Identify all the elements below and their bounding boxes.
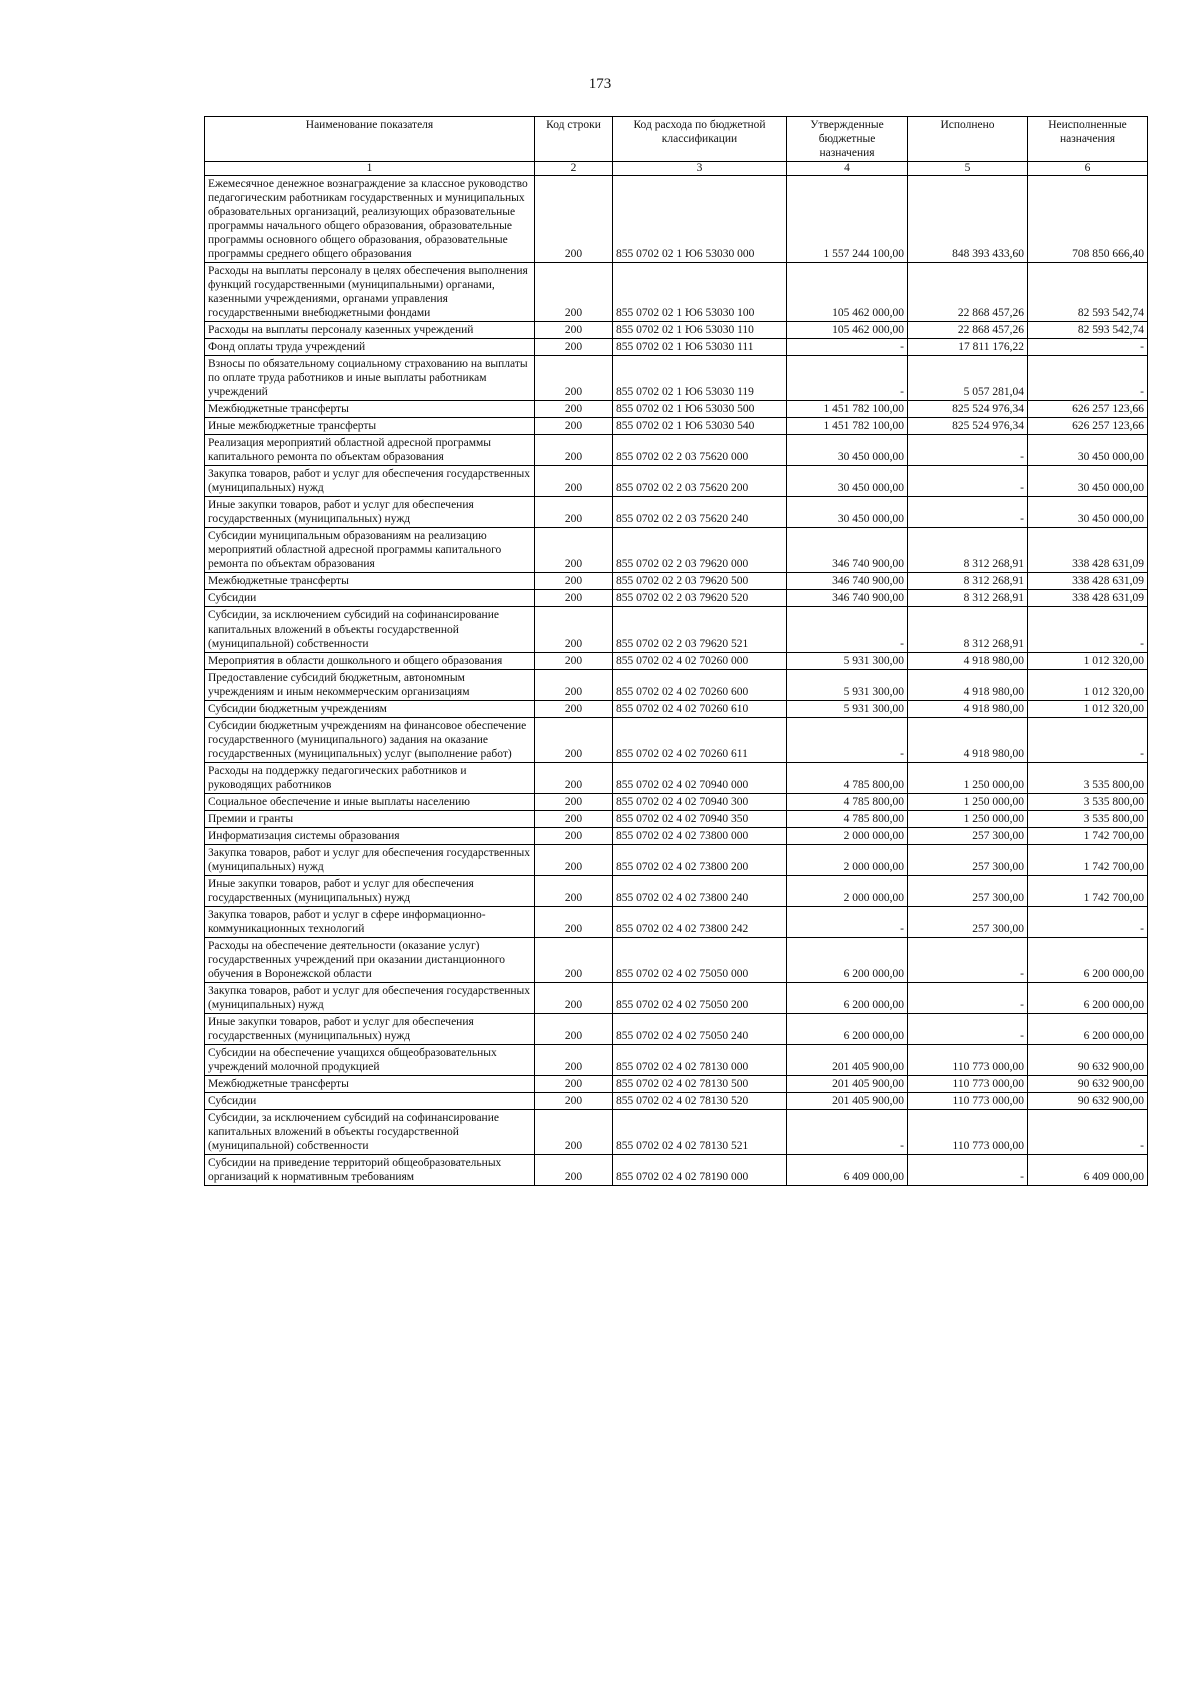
- line-code-cell: 200: [535, 844, 613, 875]
- executed-amount-cell: 825 524 976,34: [908, 418, 1028, 435]
- approved-amount-cell: 2 000 000,00: [787, 844, 908, 875]
- executed-amount-cell: 4 918 980,00: [908, 700, 1028, 717]
- table-header: [205, 117, 1148, 176]
- executed-amount-cell: 4 918 980,00: [908, 652, 1028, 669]
- unexecuted-amount-cell: 338 428 631,09: [1028, 528, 1148, 573]
- executed-amount-cell: 5 057 281,04: [908, 356, 1028, 401]
- indicator-name-cell: Субсидии на обеспечение учащихся общеобразовательных учреждений молочной продукцией: [205, 1044, 535, 1075]
- expense-code-cell: 855 0702 02 2 03 75620 200: [613, 466, 787, 497]
- executed-amount-cell: -: [908, 497, 1028, 528]
- expense-code-cell: 855 0702 02 1 Ю6 53030 540: [613, 418, 787, 435]
- table-row: [205, 607, 1148, 652]
- line-code-cell: 200: [535, 827, 613, 844]
- column-number: 5: [908, 162, 1028, 176]
- expense-code-cell: 855 0702 02 4 02 70260 600: [613, 669, 787, 700]
- indicator-name-cell: Субсидии: [205, 590, 535, 607]
- indicator-name-cell: Субсидии, за исключением субсидий на софинансирование капитальных вложений в объекты государственной (муниципальной) собственности: [205, 607, 535, 652]
- expense-code-cell: 855 0702 02 2 03 75620 000: [613, 435, 787, 466]
- approved-amount-cell: 5 931 300,00: [787, 669, 908, 700]
- approved-amount-cell: 1 451 782 100,00: [787, 401, 908, 418]
- indicator-name-cell: Субсидии бюджетным учреждениям: [205, 700, 535, 717]
- unexecuted-amount-cell: 3 535 800,00: [1028, 810, 1148, 827]
- header-row: [205, 117, 1148, 162]
- indicator-name-cell: Ежемесячное денежное вознаграждение за классное руководство педагогическим работникам государственных и муниципальных образовательных организаций, реализующих образовательные программы начального общего образования, образовательные программы основного общего образования, образовательные программы среднего общего образования: [205, 176, 535, 263]
- approved-amount-cell: 6 200 000,00: [787, 937, 908, 982]
- line-code-cell: 200: [535, 590, 613, 607]
- indicator-name-cell: Расходы на выплаты персоналу казенных учреждений: [205, 322, 535, 339]
- table-row: [205, 339, 1148, 356]
- expense-code-cell: 855 0702 02 4 02 78190 000: [613, 1155, 787, 1186]
- executed-amount-cell: 110 773 000,00: [908, 1109, 1028, 1154]
- unexecuted-amount-cell: 1 012 320,00: [1028, 669, 1148, 700]
- line-code-cell: 200: [535, 810, 613, 827]
- expense-code-cell: 855 0702 02 2 03 79620 500: [613, 573, 787, 590]
- indicator-name-cell: Субсидии бюджетным учреждениям на финансовое обеспечение государственного (муниципального) задания на оказание государственных (муниципальных) услуг (выполнение работ): [205, 717, 535, 762]
- table-row: [205, 1092, 1148, 1109]
- indicator-name-cell: Информатизация системы образования: [205, 827, 535, 844]
- unexecuted-amount-cell: 3 535 800,00: [1028, 793, 1148, 810]
- indicator-name-cell: Иные закупки товаров, работ и услуг для обеспечения государственных (муниципальных) нужд: [205, 1013, 535, 1044]
- approved-amount-cell: 5 931 300,00: [787, 700, 908, 717]
- indicator-name-cell: Расходы на поддержку педагогических работников и руководящих работников: [205, 762, 535, 793]
- unexecuted-amount-cell: 338 428 631,09: [1028, 590, 1148, 607]
- approved-amount-cell: 105 462 000,00: [787, 263, 908, 322]
- expense-code-cell: 855 0702 02 4 02 70940 000: [613, 762, 787, 793]
- unexecuted-amount-cell: 90 632 900,00: [1028, 1092, 1148, 1109]
- table-row: [205, 263, 1148, 322]
- executed-amount-cell: 257 300,00: [908, 827, 1028, 844]
- executed-amount-cell: 1 250 000,00: [908, 762, 1028, 793]
- header-unexecuted: Неисполненные назначения: [1028, 117, 1148, 162]
- line-code-cell: 200: [535, 497, 613, 528]
- table-row: [205, 418, 1148, 435]
- line-code-cell: 200: [535, 418, 613, 435]
- table-row: [205, 435, 1148, 466]
- indicator-name-cell: Взносы по обязательному социальному страхованию на выплаты по оплате труда работников и иные выплаты работникам учреждений: [205, 356, 535, 401]
- executed-amount-cell: -: [908, 435, 1028, 466]
- expense-code-cell: 855 0702 02 1 Ю6 53030 110: [613, 322, 787, 339]
- column-number: 6: [1028, 162, 1148, 176]
- indicator-name-cell: Межбюджетные трансферты: [205, 573, 535, 590]
- approved-amount-cell: 6 200 000,00: [787, 1013, 908, 1044]
- unexecuted-amount-cell: -: [1028, 356, 1148, 401]
- unexecuted-amount-cell: -: [1028, 607, 1148, 652]
- header-line-code: Код строки: [535, 117, 613, 162]
- table-row: [205, 466, 1148, 497]
- approved-amount-cell: 1 451 782 100,00: [787, 418, 908, 435]
- unexecuted-amount-cell: 1 012 320,00: [1028, 652, 1148, 669]
- table-row: [205, 717, 1148, 762]
- unexecuted-amount-cell: 708 850 666,40: [1028, 176, 1148, 263]
- line-code-cell: 200: [535, 356, 613, 401]
- expense-code-cell: 855 0702 02 4 02 73800 242: [613, 906, 787, 937]
- expense-code-cell: 855 0702 02 1 Ю6 53030 119: [613, 356, 787, 401]
- approved-amount-cell: 30 450 000,00: [787, 497, 908, 528]
- unexecuted-amount-cell: -: [1028, 717, 1148, 762]
- indicator-name-cell: Мероприятия в области дошкольного и общего образования: [205, 652, 535, 669]
- executed-amount-cell: 22 868 457,26: [908, 263, 1028, 322]
- indicator-name-cell: Расходы на обеспечение деятельности (оказание услуг) государственных учреждений при оказании дистанционного обучения в Воронежской области: [205, 937, 535, 982]
- executed-amount-cell: 257 300,00: [908, 906, 1028, 937]
- indicator-name-cell: Межбюджетные трансферты: [205, 1075, 535, 1092]
- line-code-cell: 200: [535, 906, 613, 937]
- table-row: [205, 528, 1148, 573]
- approved-amount-cell: -: [787, 906, 908, 937]
- approved-amount-cell: 4 785 800,00: [787, 762, 908, 793]
- indicator-name-cell: Субсидии на приведение территорий общеобразовательных организаций к нормативным требованиям: [205, 1155, 535, 1186]
- expense-code-cell: 855 0702 02 4 02 73800 240: [613, 875, 787, 906]
- line-code-cell: 200: [535, 762, 613, 793]
- approved-amount-cell: 346 740 900,00: [787, 573, 908, 590]
- executed-amount-cell: 1 250 000,00: [908, 793, 1028, 810]
- approved-amount-cell: 30 450 000,00: [787, 466, 908, 497]
- line-code-cell: 200: [535, 937, 613, 982]
- column-number: 3: [613, 162, 787, 176]
- expense-code-cell: 855 0702 02 4 02 73800 000: [613, 827, 787, 844]
- expense-code-cell: 855 0702 02 1 Ю6 53030 000: [613, 176, 787, 263]
- expense-code-cell: 855 0702 02 4 02 75050 200: [613, 982, 787, 1013]
- indicator-name-cell: Закупка товаров, работ и услуг для обеспечения государственных (муниципальных) нужд: [205, 466, 535, 497]
- approved-amount-cell: 201 405 900,00: [787, 1044, 908, 1075]
- unexecuted-amount-cell: 82 593 542,74: [1028, 263, 1148, 322]
- approved-amount-cell: 6 409 000,00: [787, 1155, 908, 1186]
- executed-amount-cell: -: [908, 1013, 1028, 1044]
- approved-amount-cell: -: [787, 1109, 908, 1154]
- table-row: [205, 669, 1148, 700]
- table-row: [205, 1075, 1148, 1092]
- header-approved: Утвержденные бюджетные назначения: [787, 117, 908, 162]
- line-code-cell: 200: [535, 700, 613, 717]
- approved-amount-cell: 201 405 900,00: [787, 1075, 908, 1092]
- indicator-name-cell: Закупка товаров, работ и услуг для обеспечения государственных (муниципальных) нужд: [205, 844, 535, 875]
- approved-amount-cell: -: [787, 607, 908, 652]
- indicator-name-cell: Расходы на выплаты персоналу в целях обеспечения выполнения функций государственными (муниципальными) органами, казенными учреждениями, органами управления государственными внебюджетными фондами: [205, 263, 535, 322]
- column-number-row: [205, 162, 1148, 176]
- unexecuted-amount-cell: 6 200 000,00: [1028, 1013, 1148, 1044]
- executed-amount-cell: 257 300,00: [908, 844, 1028, 875]
- executed-amount-cell: 4 918 980,00: [908, 669, 1028, 700]
- line-code-cell: 200: [535, 263, 613, 322]
- approved-amount-cell: 1 557 244 100,00: [787, 176, 908, 263]
- expense-code-cell: 855 0702 02 4 02 78130 500: [613, 1075, 787, 1092]
- indicator-name-cell: Предоставление субсидий бюджетным, автономным учреждениям и иным некоммерческим организациям: [205, 669, 535, 700]
- line-code-cell: 200: [535, 1075, 613, 1092]
- unexecuted-amount-cell: 82 593 542,74: [1028, 322, 1148, 339]
- expense-code-cell: 855 0702 02 4 02 70940 300: [613, 793, 787, 810]
- executed-amount-cell: 8 312 268,91: [908, 607, 1028, 652]
- table-row: [205, 793, 1148, 810]
- executed-amount-cell: 17 811 176,22: [908, 339, 1028, 356]
- expense-code-cell: 855 0702 02 4 02 75050 000: [613, 937, 787, 982]
- executed-amount-cell: -: [908, 466, 1028, 497]
- executed-amount-cell: 848 393 433,60: [908, 176, 1028, 263]
- approved-amount-cell: 346 740 900,00: [787, 528, 908, 573]
- table-row: [205, 700, 1148, 717]
- approved-amount-cell: 4 785 800,00: [787, 810, 908, 827]
- unexecuted-amount-cell: 1 742 700,00: [1028, 875, 1148, 906]
- expense-code-cell: 855 0702 02 4 02 70260 000: [613, 652, 787, 669]
- table-row: [205, 497, 1148, 528]
- unexecuted-amount-cell: 626 257 123,66: [1028, 401, 1148, 418]
- unexecuted-amount-cell: 1 742 700,00: [1028, 844, 1148, 875]
- header-expense-code: Код расхода по бюджетной классификации: [613, 117, 787, 162]
- table-row: [205, 1044, 1148, 1075]
- expense-code-cell: 855 0702 02 4 02 75050 240: [613, 1013, 787, 1044]
- line-code-cell: 200: [535, 466, 613, 497]
- approved-amount-cell: 2 000 000,00: [787, 827, 908, 844]
- approved-amount-cell: 6 200 000,00: [787, 982, 908, 1013]
- indicator-name-cell: Фонд оплаты труда учреждений: [205, 339, 535, 356]
- table-row: [205, 762, 1148, 793]
- table-row: [205, 875, 1148, 906]
- executed-amount-cell: 8 312 268,91: [908, 528, 1028, 573]
- line-code-cell: 200: [535, 401, 613, 418]
- line-code-cell: 200: [535, 322, 613, 339]
- unexecuted-amount-cell: -: [1028, 906, 1148, 937]
- expense-code-cell: 855 0702 02 2 03 79620 521: [613, 607, 787, 652]
- table-row: [205, 652, 1148, 669]
- unexecuted-amount-cell: 6 200 000,00: [1028, 937, 1148, 982]
- executed-amount-cell: 110 773 000,00: [908, 1044, 1028, 1075]
- line-code-cell: 200: [535, 573, 613, 590]
- line-code-cell: 200: [535, 982, 613, 1013]
- table-row: [205, 1013, 1148, 1044]
- table-body: [205, 176, 1148, 1186]
- expense-code-cell: 855 0702 02 2 03 75620 240: [613, 497, 787, 528]
- expense-code-cell: 855 0702 02 4 02 70940 350: [613, 810, 787, 827]
- line-code-cell: 200: [535, 1109, 613, 1154]
- executed-amount-cell: 8 312 268,91: [908, 573, 1028, 590]
- table-row: [205, 1155, 1148, 1186]
- table-row: [205, 322, 1148, 339]
- table-row: [205, 937, 1148, 982]
- executed-amount-cell: -: [908, 982, 1028, 1013]
- line-code-cell: 200: [535, 1092, 613, 1109]
- line-code-cell: 200: [535, 1155, 613, 1186]
- unexecuted-amount-cell: -: [1028, 339, 1148, 356]
- unexecuted-amount-cell: 3 535 800,00: [1028, 762, 1148, 793]
- line-code-cell: 200: [535, 793, 613, 810]
- line-code-cell: 200: [535, 1013, 613, 1044]
- executed-amount-cell: 4 918 980,00: [908, 717, 1028, 762]
- page-number: 173: [588, 76, 612, 92]
- expense-code-cell: 855 0702 02 4 02 78130 000: [613, 1044, 787, 1075]
- table-row: [205, 844, 1148, 875]
- unexecuted-amount-cell: 6 409 000,00: [1028, 1155, 1148, 1186]
- approved-amount-cell: -: [787, 339, 908, 356]
- approved-amount-cell: 30 450 000,00: [787, 435, 908, 466]
- approved-amount-cell: 2 000 000,00: [787, 875, 908, 906]
- indicator-name-cell: Закупка товаров, работ и услуг для обеспечения государственных (муниципальных) нужд: [205, 982, 535, 1013]
- unexecuted-amount-cell: 626 257 123,66: [1028, 418, 1148, 435]
- expense-code-cell: 855 0702 02 4 02 70260 610: [613, 700, 787, 717]
- line-code-cell: 200: [535, 339, 613, 356]
- indicator-name-cell: Закупка товаров, работ и услуг в сфере информационно-коммуникационных технологий: [205, 906, 535, 937]
- indicator-name-cell: Иные межбюджетные трансферты: [205, 418, 535, 435]
- executed-amount-cell: 257 300,00: [908, 875, 1028, 906]
- unexecuted-amount-cell: 1 012 320,00: [1028, 700, 1148, 717]
- executed-amount-cell: 110 773 000,00: [908, 1075, 1028, 1092]
- table-row: [205, 827, 1148, 844]
- approved-amount-cell: -: [787, 356, 908, 401]
- approved-amount-cell: -: [787, 717, 908, 762]
- executed-amount-cell: 22 868 457,26: [908, 322, 1028, 339]
- expense-code-cell: 855 0702 02 4 02 70260 611: [613, 717, 787, 762]
- unexecuted-amount-cell: 30 450 000,00: [1028, 435, 1148, 466]
- approved-amount-cell: 5 931 300,00: [787, 652, 908, 669]
- column-number: 1: [205, 162, 535, 176]
- unexecuted-amount-cell: 1 742 700,00: [1028, 827, 1148, 844]
- executed-amount-cell: 110 773 000,00: [908, 1092, 1028, 1109]
- expense-code-cell: 855 0702 02 1 Ю6 53030 111: [613, 339, 787, 356]
- unexecuted-amount-cell: 338 428 631,09: [1028, 573, 1148, 590]
- expense-code-cell: 855 0702 02 2 03 79620 520: [613, 590, 787, 607]
- executed-amount-cell: -: [908, 937, 1028, 982]
- line-code-cell: 200: [535, 435, 613, 466]
- indicator-name-cell: Реализация мероприятий областной адресной программы капитального ремонта по объектам образования: [205, 435, 535, 466]
- line-code-cell: 200: [535, 176, 613, 263]
- unexecuted-amount-cell: 30 450 000,00: [1028, 466, 1148, 497]
- indicator-name-cell: Межбюджетные трансферты: [205, 401, 535, 418]
- unexecuted-amount-cell: -: [1028, 1109, 1148, 1154]
- unexecuted-amount-cell: 90 632 900,00: [1028, 1075, 1148, 1092]
- expense-code-cell: 855 0702 02 4 02 78130 521: [613, 1109, 787, 1154]
- table-row: [205, 982, 1148, 1013]
- expense-code-cell: 855 0702 02 4 02 73800 200: [613, 844, 787, 875]
- expense-code-cell: 855 0702 02 2 03 79620 000: [613, 528, 787, 573]
- indicator-name-cell: Субсидии муниципальным образованиям на реализацию мероприятий областной адресной программы капитального ремонта по объектам образования: [205, 528, 535, 573]
- indicator-name-cell: Социальное обеспечение и иные выплаты населению: [205, 793, 535, 810]
- line-code-cell: 200: [535, 607, 613, 652]
- table-row: [205, 590, 1148, 607]
- unexecuted-amount-cell: 90 632 900,00: [1028, 1044, 1148, 1075]
- table-row: [205, 401, 1148, 418]
- header-indicator-name: Наименование показателя: [205, 117, 535, 162]
- approved-amount-cell: 346 740 900,00: [787, 590, 908, 607]
- column-number: 4: [787, 162, 908, 176]
- table-row: [205, 176, 1148, 263]
- approved-amount-cell: 105 462 000,00: [787, 322, 908, 339]
- line-code-cell: 200: [535, 528, 613, 573]
- expense-code-cell: 855 0702 02 1 Ю6 53030 500: [613, 401, 787, 418]
- line-code-cell: 200: [535, 669, 613, 700]
- line-code-cell: 200: [535, 875, 613, 906]
- executed-amount-cell: 825 524 976,34: [908, 401, 1028, 418]
- table-row: [205, 1109, 1148, 1154]
- unexecuted-amount-cell: 6 200 000,00: [1028, 982, 1148, 1013]
- executed-amount-cell: 1 250 000,00: [908, 810, 1028, 827]
- budget-execution-table: [204, 116, 1148, 1186]
- table-row: [205, 573, 1148, 590]
- approved-amount-cell: 4 785 800,00: [787, 793, 908, 810]
- table-row: [205, 906, 1148, 937]
- expense-code-cell: 855 0702 02 4 02 78130 520: [613, 1092, 787, 1109]
- indicator-name-cell: Премии и гранты: [205, 810, 535, 827]
- indicator-name-cell: Субсидии: [205, 1092, 535, 1109]
- header-executed: Исполнено: [908, 117, 1028, 162]
- line-code-cell: 200: [535, 1044, 613, 1075]
- expense-code-cell: 855 0702 02 1 Ю6 53030 100: [613, 263, 787, 322]
- indicator-name-cell: Иные закупки товаров, работ и услуг для обеспечения государственных (муниципальных) нужд: [205, 497, 535, 528]
- unexecuted-amount-cell: 30 450 000,00: [1028, 497, 1148, 528]
- line-code-cell: 200: [535, 652, 613, 669]
- column-number: 2: [535, 162, 613, 176]
- line-code-cell: 200: [535, 717, 613, 762]
- indicator-name-cell: Иные закупки товаров, работ и услуг для обеспечения государственных (муниципальных) нужд: [205, 875, 535, 906]
- executed-amount-cell: 8 312 268,91: [908, 590, 1028, 607]
- approved-amount-cell: 201 405 900,00: [787, 1092, 908, 1109]
- table-row: [205, 356, 1148, 401]
- executed-amount-cell: -: [908, 1155, 1028, 1186]
- table-row: [205, 810, 1148, 827]
- indicator-name-cell: Субсидии, за исключением субсидий на софинансирование капитальных вложений в объекты государственной (муниципальной) собственности: [205, 1109, 535, 1154]
